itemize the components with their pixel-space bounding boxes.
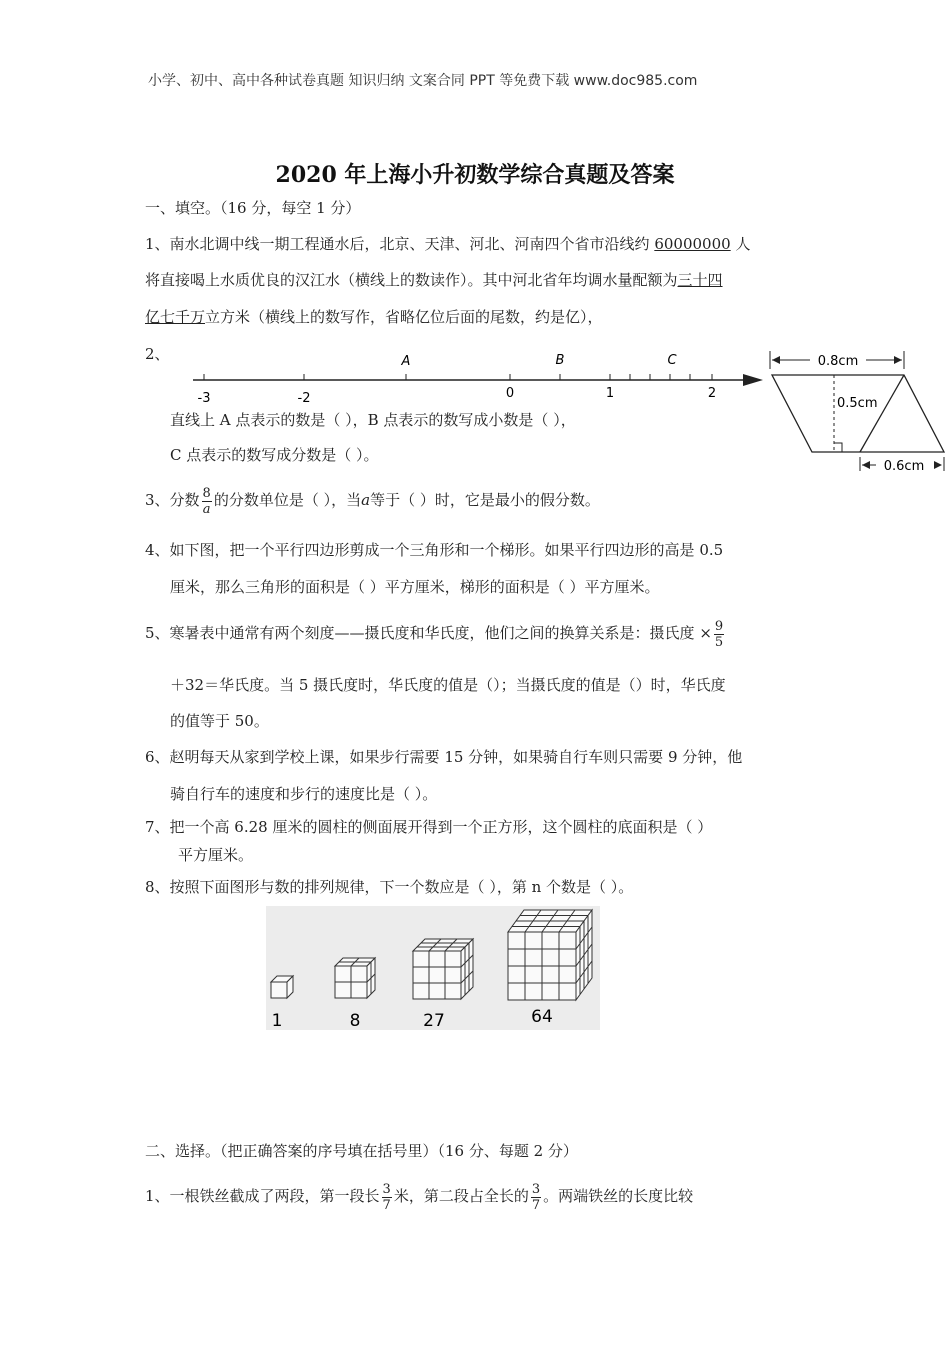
s2-q1-fraction-1-numerator: 3	[382, 1181, 391, 1197]
cube-8	[335, 958, 375, 998]
q3-fraction-numerator: 8	[202, 485, 211, 501]
point-c-label: C	[667, 353, 677, 368]
q1-quota-part2: 亿七千万	[145, 308, 206, 326]
q4-line1: 4、如下图，把一个平行四边形剪成一个三角形和一个梯形。如果平行四边形的高是 0.5	[145, 541, 724, 559]
q7-line2: 平方厘米。	[178, 846, 254, 864]
q8-line1: 8、按照下面图形与数的排列规律，下一个数应是（ ），第 n 个数是（ ）。	[145, 878, 634, 896]
s2-q1-fraction-1-denominator: 7	[382, 1197, 391, 1213]
point-a-label: A	[401, 354, 411, 369]
cube-64	[508, 910, 592, 1000]
s2-q1-fraction-2-numerator: 3	[531, 1181, 541, 1197]
cube-label-1: 1	[271, 1011, 283, 1030]
q2-number: 2、	[145, 345, 170, 363]
q1-line1-text-b: 人	[730, 235, 751, 253]
q2-line2: C 点表示的数写成分数是（ ）。	[170, 446, 379, 464]
q1-line2-text-a: 将直接喝上水质优良的汉江水（横线上的数读作）。其中河北省年均调水量配额为	[145, 271, 678, 289]
cube-label-64: 64	[531, 1007, 553, 1027]
section2-heading: 二、选择。（把正确答案的序号填在括号里）（16 分、每题 2 分）	[145, 1142, 578, 1160]
cube-27	[413, 939, 473, 999]
cube-label-27: 27	[423, 1011, 445, 1030]
cubes-figure	[266, 906, 600, 1030]
q6-line1: 6、赵明每天从家到学校上课，如果步行需要 15 分钟，如果骑自行车则只需要 9 分钟，他	[145, 748, 743, 766]
height-label: 0.5cm	[837, 396, 878, 411]
section1-heading: 一、填空。（16 分，每空 1 分）	[145, 199, 361, 217]
q1-line1	[145, 234, 750, 254]
s2-q1-fraction-2-denominator: 7	[531, 1197, 541, 1213]
parallelogram-figure	[766, 347, 948, 475]
cube-1	[271, 976, 293, 998]
number-line-arrow	[743, 374, 763, 386]
q5-line1	[145, 613, 726, 653]
q3-text-a: 3、分数	[145, 491, 200, 509]
q3-line	[145, 480, 600, 520]
s2-q1-text-b: 米，第二段占全长的	[393, 1187, 529, 1205]
q1-line2	[145, 270, 723, 290]
q1-line3	[145, 307, 603, 327]
q1-line3-text: 立方米（横线上的数写作，省略亿位后面的尾数，约是亿），	[205, 308, 603, 326]
q5-line3: 的值等于 50。	[170, 712, 269, 730]
s2-q1-fraction-2	[531, 1182, 541, 1213]
q7-line1: 7、把一个高 6.28 厘米的圆柱的侧面展开得到一个正方形，这个圆柱的底面积是（ ）	[145, 818, 713, 836]
tick-label-minus3: -3	[197, 391, 211, 406]
q3-text-c: 等于（ ）时，它是最小的假分数。	[370, 491, 600, 509]
q5-fraction-denominator: 5	[714, 634, 724, 650]
cube-label-8: 8	[349, 1011, 361, 1030]
s2-q1-line	[145, 1176, 693, 1216]
s2-q1-text-a: 1、一根铁丝截成了两段，第一段长	[145, 1187, 380, 1205]
bottom-dim-label: 0.6cm	[883, 459, 925, 474]
q5-text: 5、寒暑表中通常有两个刻度——摄氏度和华氏度，他们之间的换算关系是：摄氏度 ×	[145, 624, 712, 642]
page-title: 2020 年上海小升初数学综合真题及答案	[275, 162, 675, 188]
q1-line1-text-a: 1、南水北调中线一期工程通水后，北京、天津、河北、河南四个省市沿线约	[145, 235, 655, 253]
q3-fraction	[202, 486, 212, 517]
s2-q1-fraction-1	[382, 1182, 392, 1213]
q3-variable: a	[361, 491, 371, 509]
q3-fraction-denominator: a	[202, 501, 211, 517]
q3-text-b: 的分数单位是（ ），当	[213, 491, 362, 509]
number-line-figure	[185, 345, 765, 410]
tick-label-minus2: -2	[297, 391, 311, 406]
q2-line1: 直线上 A 点表示的数是（ ），B 点表示的数写成小数是（ ），	[170, 411, 576, 429]
tick-label-0: 0	[505, 386, 515, 401]
q6-line2: 骑自行车的速度和步行的速度比是（ ）。	[170, 785, 438, 803]
s2-q1-text-c: 。两端铁丝的长度比较	[543, 1187, 694, 1205]
tick-label-1: 1	[605, 386, 615, 401]
top-dim-label: 0.8cm	[817, 354, 859, 369]
q5-fraction	[714, 619, 724, 650]
q5-fraction-numerator: 9	[714, 618, 724, 634]
page-header: 小学、初中、高中各种试卷真题 知识归纳 文案合同 PPT 等免费下载 www.doc985.com	[148, 73, 698, 89]
q5-line2: ＋32＝华氏度。当 5 摄氏度时，华氏度的值是（）；当摄氏度的值是（）时，华氏度	[170, 676, 726, 694]
point-b-label: B	[555, 353, 565, 368]
parallelogram-shape	[772, 375, 944, 452]
q1-population-value: 60000000	[654, 235, 731, 253]
tick-label-2: 2	[707, 386, 717, 401]
q4-line2: 厘米，那么三角形的面积是（ ）平方厘米，梯形的面积是（ ）平方厘米。	[170, 578, 660, 596]
right-angle-mark	[834, 443, 842, 452]
cut-line	[860, 375, 904, 452]
q1-quota-part1: 三十四	[677, 271, 723, 289]
